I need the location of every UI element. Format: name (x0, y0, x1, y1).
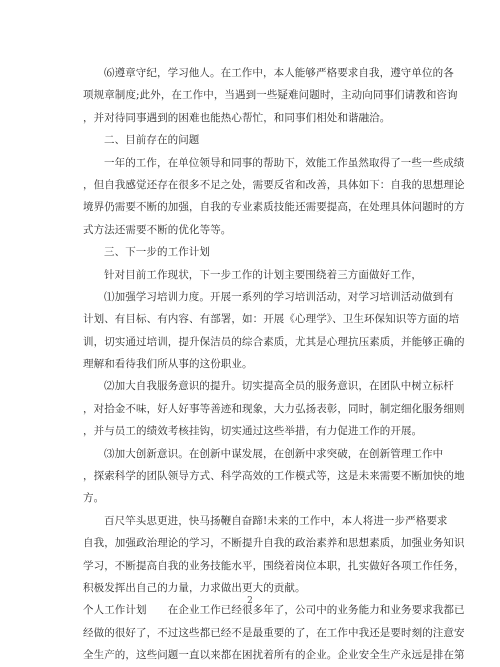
text-line: 计划、有目标、有内容、有部署，如：开展《心理学》、卫生环保知识等方面的培 (83, 313, 460, 326)
text-line: ，并与员工的绩效考核挂钩，切实通过这些举措，有力促进工作的开展。 (83, 425, 423, 438)
text-line: 百尺竿头思更进，快马扬鞭自奋蹄!未来的工作中，本人将进一步严格要求 (104, 514, 448, 527)
text-line: 学习，不断提高自我的业务技能水平，围绕着岗位本职，扎实做好各项工作任务， (83, 559, 465, 572)
text-line: ，探索科学的团队领导方式、科学高效的工作模式等，这是未来需要不断加快的地 (83, 470, 465, 483)
text-line: 方。 (83, 492, 105, 505)
text-line: 全生产的，这些问题一直以来都在困扰着所有的企业。企业安全生产永远是排在第 (83, 649, 465, 662)
text-line: 式方法还需要不断的优化等等。 (83, 223, 232, 236)
text-line: ⑶加大创新意识。在创新中谋发展，在创新中求突破，在创新管理工作中 (104, 447, 444, 460)
text-line: ⑴加强学习培训力度。开展一系列的学习培训活动，对学习培训活动做到有 (104, 290, 454, 303)
text-line: 境界仍需要不断的加强，自我的专业素质技能还需要提高，在处理具体问题时的方 (83, 201, 465, 214)
section-heading: 二、目前存在的问题 (104, 134, 200, 147)
text-line: 经做的很好了，不过这些都已经不是最重要的了，在工作中我还是要时刻的注意安 (83, 626, 465, 639)
text-line: 项规章制度;此外，在工作中，当遇到一些疑难问题时，主动向同事们请教和咨询 (83, 89, 458, 102)
text-line: ，对拾金不味，好人好事等善迹和现象，大力弘扬表彰，同时，制定细化服务细则 (83, 402, 465, 415)
section-heading: 三、下一步的工作计划 (104, 246, 210, 259)
text-line: 积极发挥出自己的力量，力求做出更大的贡献。 (83, 581, 306, 594)
document-body (83, 62, 465, 667)
text-line: 训，切实通过培训，提升保洁员的综合素质，尤其是心理抗压素质，并能够正确的 (83, 335, 465, 348)
text-line: 一年的工作，在单位领导和同事的帮助下，效能工作虽然取得了一些一些成绩 (104, 156, 465, 169)
text-line: ，并对待同事遇到的困难也能热心帮忙，和同事们相处和谐融洽。 (83, 111, 391, 124)
text-line: 理解和看待我们所从事的这份职业。 (83, 358, 253, 371)
text-line: 针对目前工作现状，下一步工作的计划主要围绕着三方面做好工作， (104, 268, 422, 281)
page-number: 2 (247, 596, 253, 606)
text-line: ，但自我感觉还存在很多不足之处，需要反省和改善，具体如下：自我的思想理论 (83, 178, 465, 191)
text-line: ⑵加大自我服务意识的提升。切实提高全员的服务意识，在团队中树立标杆 (104, 380, 454, 393)
text-line: 个人工作计划 在企业工作已经很多年了，公司中的业务能力和业务要求我都已 (83, 604, 465, 617)
text-line: 自我，加强政治理论的学习，不断提升自我的政治素养和思想素质，加强业务知识 (83, 537, 465, 550)
text-line: ⑹遵章守纪，学习他人。在工作中，本人能够严格要求自我，遵守单位的各 (104, 67, 454, 79)
